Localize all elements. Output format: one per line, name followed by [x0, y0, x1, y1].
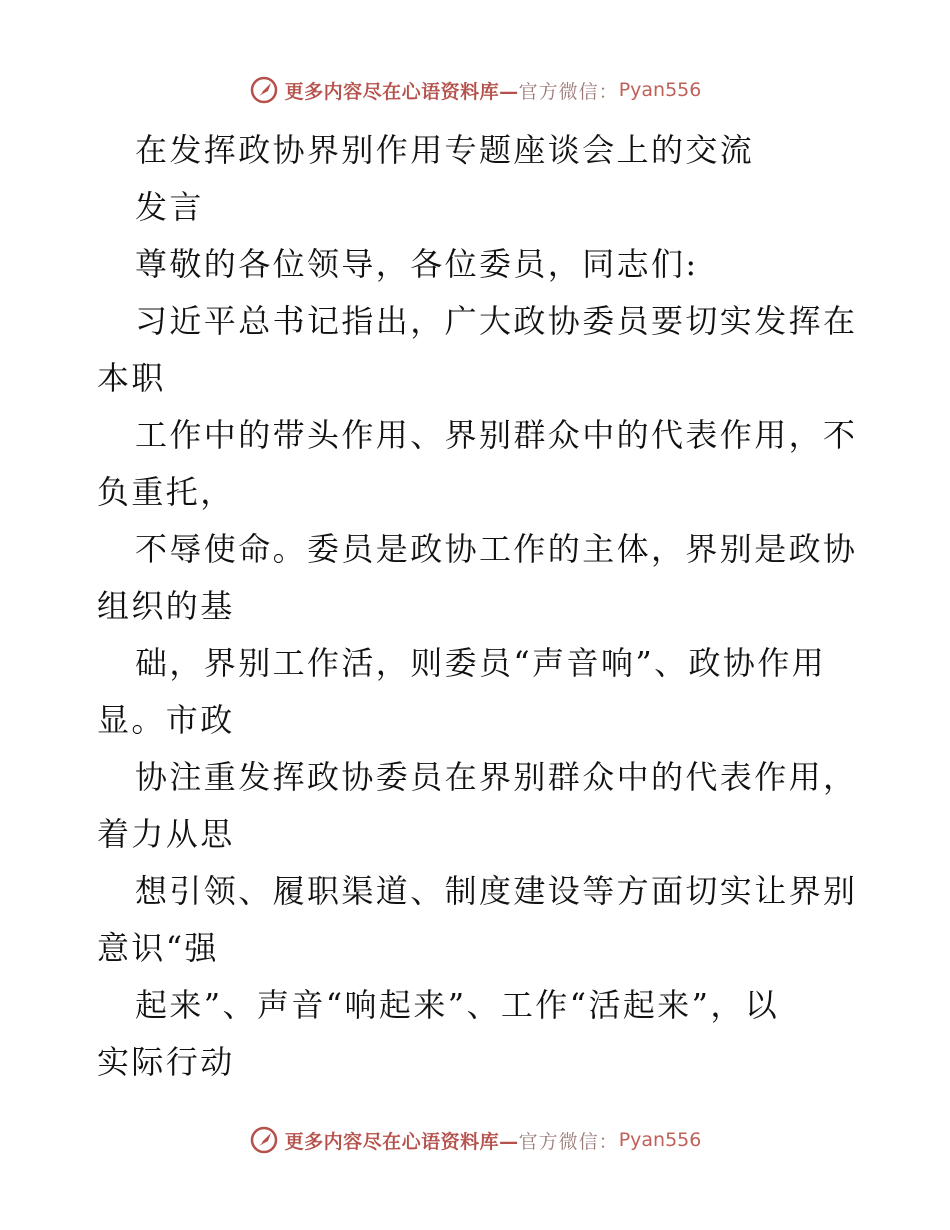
text-line: 起来”、声音“响起来”、工作“活起来”，以 — [135, 986, 780, 1024]
wechat-id: Pyan556 — [618, 1129, 702, 1151]
text-line: 工作中的带头作用、界别群众中的代表作用，不 — [135, 416, 858, 454]
text-line: 本职 — [97, 359, 166, 397]
text-line: 组织的基 — [97, 587, 235, 625]
quill-logo-icon — [249, 1125, 279, 1155]
footer-banner — [0, 1120, 950, 1160]
banner-text: 更多内容尽在心语资料库— — [284, 1130, 519, 1153]
text-line: 显。市政 — [97, 701, 235, 739]
text-line: 意识“强 — [97, 929, 219, 967]
document-body — [97, 122, 857, 1091]
header-banner — [0, 70, 950, 110]
banner-text: 更多内容尽在心语资料库— — [284, 80, 519, 103]
text-line: 不辱使命。委员是政协工作的主体，界别是政协 — [135, 530, 858, 568]
document-title-continued: 发言 — [135, 188, 204, 226]
text-line: 习近平总书记指出，广大政协委员要切实发挥在 — [135, 302, 858, 340]
wechat-label: 官方微信： — [518, 80, 619, 103]
text-line: 想引领、履职渠道、制度建设等方面切实让界别 — [135, 872, 858, 910]
text-line: 着力从思 — [97, 815, 235, 853]
text-line: 协注重发挥政协委员在界别群众中的代表作用， — [135, 758, 858, 796]
text-line: 础，界别工作活，则委员“声音响”、政协作用 — [135, 644, 827, 682]
text-line: 负重托， — [97, 473, 235, 511]
salutation: 尊敬的各位领导，各位委员，同志们: — [135, 245, 699, 283]
wechat-label: 官方微信： — [518, 1130, 619, 1153]
quill-logo-icon — [249, 75, 279, 105]
text-line: 实际行动 — [97, 1043, 235, 1081]
wechat-id: Pyan556 — [618, 79, 702, 101]
document-title: 在发挥政协界别作用专题座谈会上的交流 — [135, 131, 755, 169]
